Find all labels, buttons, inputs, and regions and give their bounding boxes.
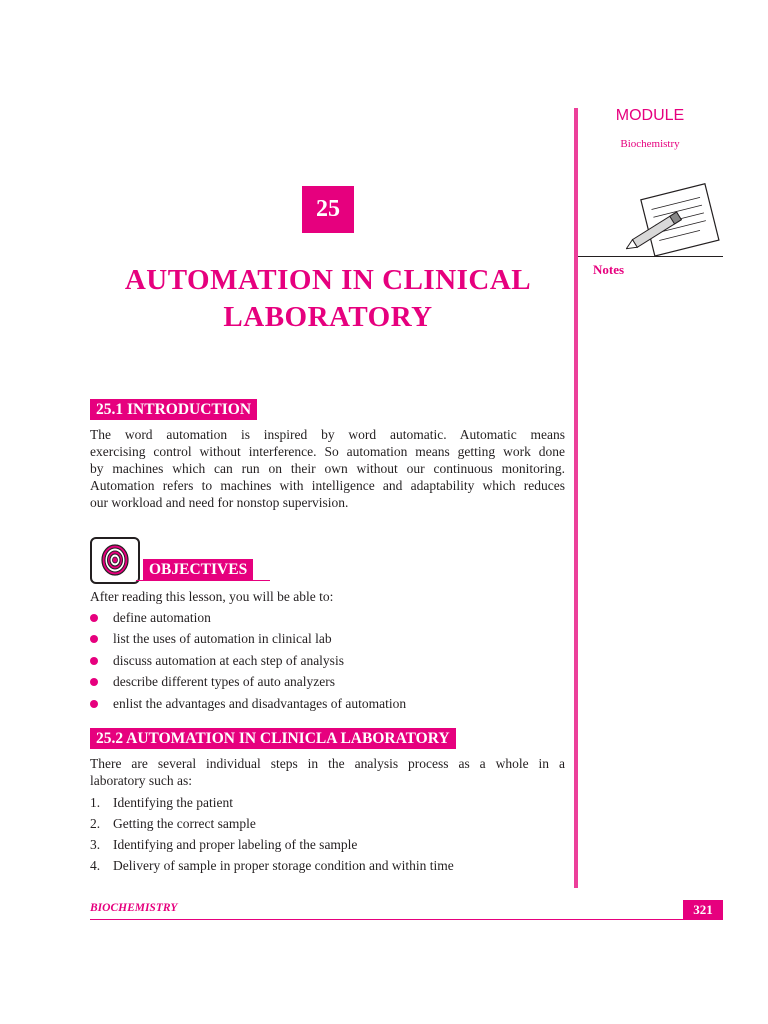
step-number: 2. [90, 816, 101, 831]
paragraph-line: exercising control without interference. So automation means getting work done [90, 444, 565, 459]
page-number: 321 [683, 900, 723, 920]
bullet-icon [90, 635, 98, 643]
bullet-icon [90, 678, 98, 686]
objective-item: list the uses of automation in clinical lab [113, 631, 332, 646]
notes-label: Notes [593, 262, 625, 277]
automation-paragraph [90, 755, 565, 789]
footer-divider [90, 919, 723, 920]
objective-item: define automation [113, 610, 211, 625]
lesson-title-line-1: AUTOMATION IN CLINICAL [124, 264, 532, 296]
step-number: 1. [90, 795, 101, 810]
bullet-icon [90, 700, 98, 708]
introduction-paragraph [90, 426, 565, 511]
objectives-underline [136, 580, 270, 581]
paragraph-line: our workload and need for nonstop supervision. [90, 495, 349, 510]
lesson-title-line-2: LABORATORY [223, 301, 433, 333]
step-item: Getting the correct sample [113, 816, 256, 831]
paragraph-line: Automation refers to machines with intelligence and adaptability which reduces [90, 478, 565, 493]
section-heading-automation: 25.2 AUTOMATION IN CLINICLA LABORATORY [90, 728, 456, 750]
lesson-title [90, 262, 566, 336]
section-heading-introduction: 25.1 INTRODUCTION [90, 399, 257, 421]
paragraph-line: by machines which can run on their own without our continuous monitoring. [90, 461, 565, 476]
notes-divider [578, 256, 723, 257]
objective-item: describe different types of auto analyzers [113, 674, 336, 689]
lesson-number: 25 [302, 186, 354, 233]
step-number: 4. [90, 858, 101, 873]
step-item: Delivery of sample in proper storage condition and within time [113, 858, 454, 873]
bullet-icon [90, 657, 98, 665]
section-heading-objectives: OBJECTIVES [143, 559, 253, 581]
footer-subject: BIOCHEMISTRY [90, 902, 178, 914]
objectives-intro: After reading this lesson, you will be able to: [90, 589, 334, 604]
step-item: Identifying the patient [113, 795, 233, 810]
module-label: MODULE [615, 107, 685, 124]
step-number: 3. [90, 837, 101, 852]
bullet-icon [90, 614, 98, 622]
objective-item: discuss automation at each step of analysis [113, 653, 344, 668]
paragraph-line: laboratory such as: [90, 773, 192, 788]
paragraph-line: There are several individual steps in the analysis process as a whole in a [90, 756, 565, 771]
target-icon [90, 537, 140, 584]
paragraph-line: The word automation is inspired by word automatic. Automatic means [90, 427, 565, 442]
objective-item: enlist the advantages and disadvantages of automation [113, 696, 407, 711]
sidebar-divider [574, 108, 578, 888]
module-subject: Biochemistry [620, 138, 680, 150]
step-item: Identifying and proper labeling of the sample [113, 837, 358, 852]
